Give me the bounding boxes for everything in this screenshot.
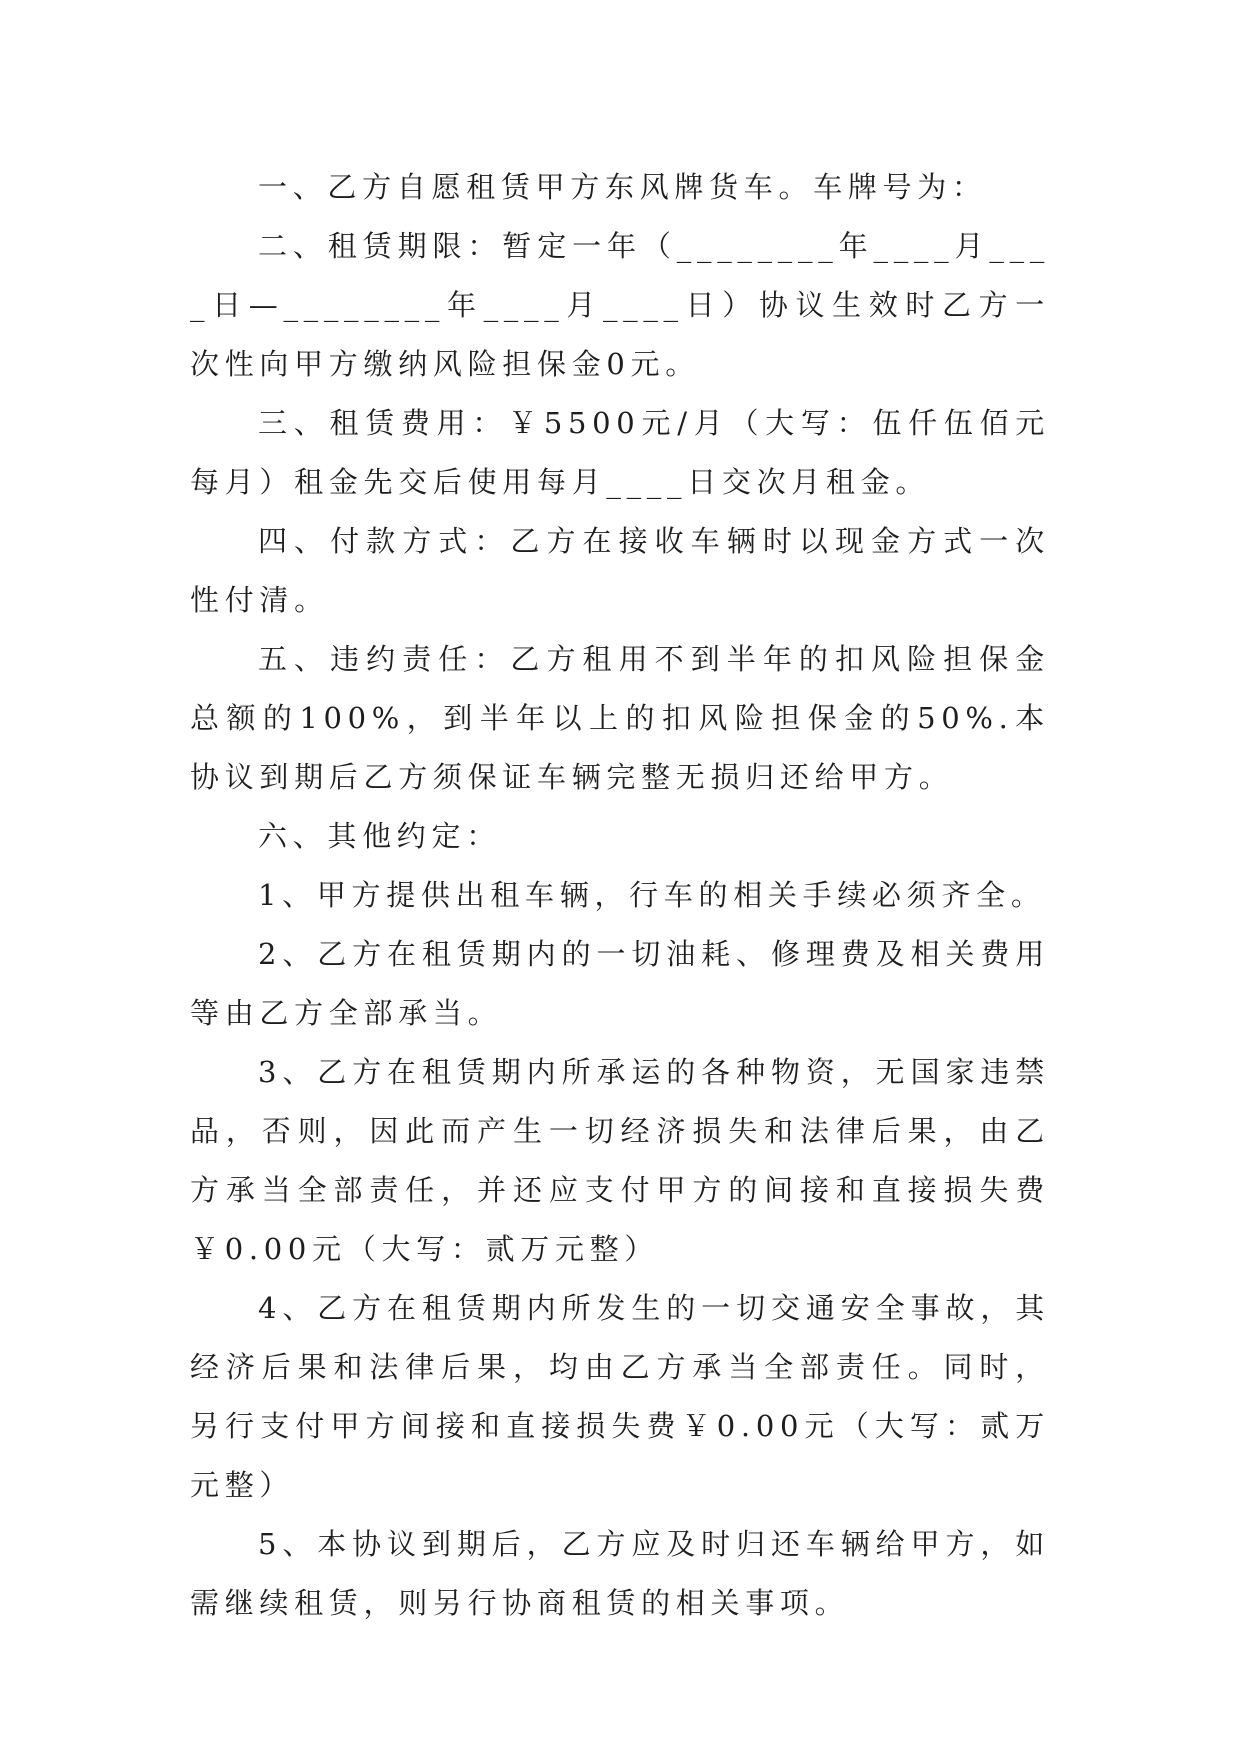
other-term-3: 3、乙方在租赁期内所承运的各种物资，无国家违禁品，否则，因此而产生一切经济损失和法律后果，由乙方承当全部责任，并还应支付甲方的间接和直接损失费￥0.00元（大写：贰万元整）: [190, 1055, 1050, 1266]
other-term-4: 4、乙方在租赁期内所发生的一切交通安全事故，其经济后果和法律后果，均由乙方承当全部责任。同时，另行支付甲方间接和直接损失费￥0.00元（大写：贰万元整）: [190, 1291, 1050, 1502]
clause-1-vehicle: 一、乙方自愿租赁甲方东风牌货车。车牌号为：: [258, 170, 987, 204]
document-body: [190, 158, 1050, 1633]
clause-4-payment-method: 四、付款方式：乙方在接收车辆时以现金方式一次性付清。: [190, 524, 1050, 617]
clause-3-lease-fee: 三、租赁费用：￥5500元/月（大写：伍仟伍佰元每月）租金先交后使用每月____日交次月租金。: [190, 406, 1050, 499]
other-term-5: 5、本协议到期后，乙方应及时归还车辆给甲方，如需继续租赁，则另行协商租赁的相关事项。: [190, 1527, 1050, 1620]
clause-5-breach-liability: 五、违约责任：乙方租用不到半年的扣风险担保金总额的100%，到半年以上的扣风险担保金的50%.本协议到期后乙方须保证车辆完整无损归还给甲方。: [190, 642, 1050, 794]
other-term-2: 2、乙方在租赁期内的一切油耗、修理费及相关费用等由乙方全部承当。: [190, 937, 1050, 1030]
clause-6-other-terms-heading: 六、其他约定：: [258, 819, 501, 853]
clause-2-lease-term: 二、租赁期限：暂定一年（________年____月____日—________年____月____日）协议生效时乙方一次性向甲方缴纳风险担保金0元。: [190, 229, 1050, 381]
other-term-1: 1、甲方提供出租车辆，行车的相关手续必须齐全。: [258, 878, 1046, 912]
